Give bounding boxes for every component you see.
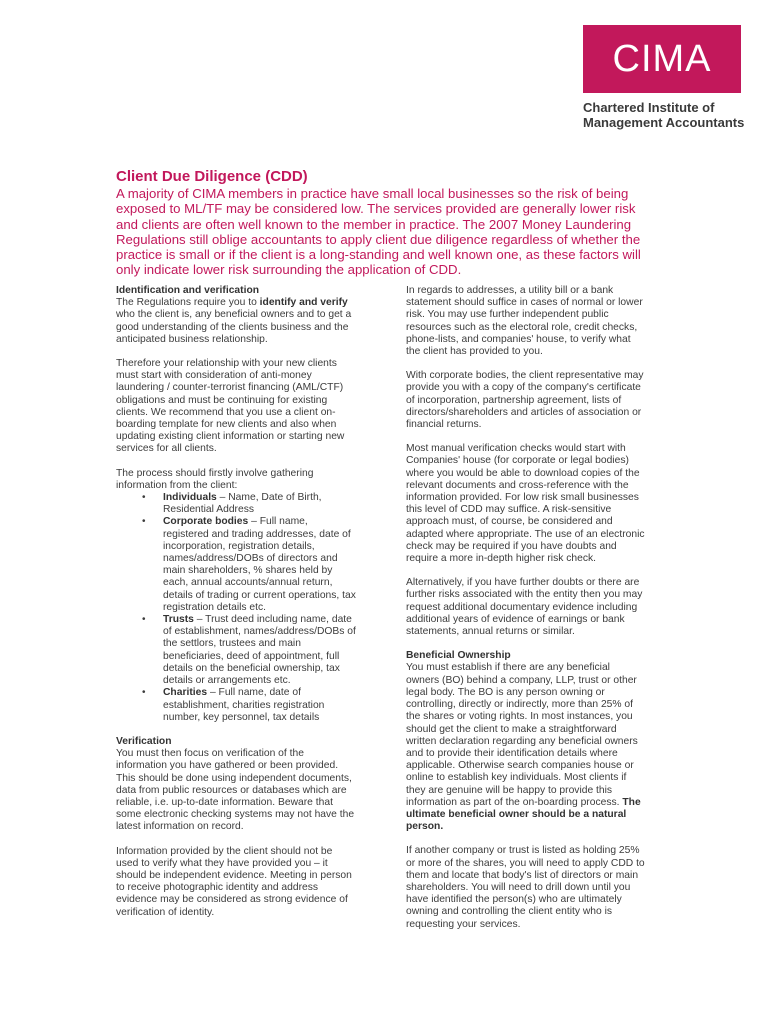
paragraph-alternatively: Alternatively, if you have further doubts or there are further risks associated with the entity then you may request additional documentary evidence including additional years of evidence of earnings or bank statements, annual returns or similar.: [406, 577, 643, 638]
emphasis-text: The ultimate beneficial owner should be a natural person.: [406, 796, 641, 833]
list-term: Individuals: [163, 492, 217, 504]
list-text: – Trust deed including name, date of establishment, names/address/DOBs of the settlors, trustees and main beneficiaries, deed of appointment, full details on the beneficial ownership, tax details or arrangements etc.: [163, 614, 356, 687]
right-column: [406, 285, 646, 943]
bullet-icon: •: [142, 687, 146, 699]
list-item: [116, 687, 356, 724]
paragraph-beneficial-owners: [406, 662, 646, 833]
paragraph-relationship: Therefore your relationship with your new clients must start with consideration of anti-money laundering / counter-terrorist financing (AML/CTF) obligations and must be continuing for existing clients. We recommend that you use a client on-boarding template for new clients and also when updating existing client information or starting new services for all clients.: [116, 358, 345, 455]
paragraph-independent-evidence: Information provided by the client should not be used to verify what they have provided you – it should be independent evidence. Meeting in person to receive photographic identity and address evidence may be considered as strong evidence of verification of identity.: [116, 845, 352, 918]
logo-subtitle: [583, 100, 753, 130]
bullet-icon: •: [142, 516, 146, 528]
list-text: – Full name, registered and trading addresses, date of incorporation, registration details, names/address/DOBs of directors and main shareholders, % shares held by each, annual accounts/annual return, details of trading or current operations, tax registration details etc.: [163, 516, 356, 613]
paragraph-verification: You must then focus on verification of the information you have gathered or been provided. This should be done using independent documents, data from public resources or databases which are reliable, i.e. up-to-date information. Beware that some electronic checking systems may not have the latest information on record.: [116, 748, 355, 833]
list-text: – Name, Date of Birth, Residential Address: [163, 492, 322, 516]
logo-mark: CIMA: [612, 37, 712, 80]
logo-line-1: Chartered Institute of: [583, 100, 715, 115]
bullet-icon: •: [142, 614, 146, 626]
list-term: Charities: [163, 687, 208, 699]
paragraph-manual-checks: Most manual verification checks would start with Companies' house (for corporate or legal bodies) where you would be able to download copies of the relevant documents and cross-reference with the information provided. For low risk small businesses this level of CDD may suffice. A risk-sensitive approach must, of course, be considered and adapted where appropriate. The use of an electronic check may be required if you have doubts and require a more in-depth higher risk check.: [406, 443, 645, 565]
info-list: [116, 492, 356, 724]
cima-logo: [583, 25, 741, 93]
list-item: [116, 492, 356, 516]
list-term: Corporate bodies: [163, 516, 249, 528]
paragraph-process: The process should firstly involve gathering information from the client:: [116, 467, 314, 491]
emphasis-text: identify and verify: [259, 297, 348, 309]
heading-beneficial-ownership: Beneficial Ownership: [406, 650, 511, 662]
document-title: Client Due Diligence (CDD): [116, 168, 308, 185]
heading-verification: Verification: [116, 735, 172, 747]
list-item: [116, 516, 356, 614]
logo-line-2: Management Accountants: [583, 115, 745, 130]
text: The Regulations require you to: [116, 297, 260, 309]
paragraph-another-company: If another company or trust is listed as holding 25% or more of the shares, you will need to apply CDD to them and locate that body's list of directors or main shareholders. You will need to drill down until you have identified the person(s) who are ultimately owning and controlling the client entity who is requesting your services.: [406, 845, 645, 930]
list-text: – Full name, date of establishment, charities registration number, key personnel, tax details: [163, 687, 325, 723]
text: You must establish if there are any beneficial owners (BO) behind a company, LLP, trust or other legal body. The BO is any person owning or controlling, directly or indirectly, more than 25% of the shares or voting rights. In most instances, you should get the client to make a straightforward written declaration regarding any beneficial owners and to provide their identification details where applicable. Otherwise search companies house or online to establish key individuals. Most clients if they are genuine will be happy to provide this information as part of the on-boarding process.: [406, 662, 638, 808]
list-item: [116, 614, 356, 687]
paragraph-regulations: [116, 297, 356, 346]
heading-identification: Identification and verification: [116, 285, 260, 296]
intro-paragraph: A majority of CIMA members in practice have small local businesses so the risk of being exposed to ML/TF may be considered low. The services provided are generally lower risk and clients are often well known to the member in practice. The 2007 Money Laundering Regulations still oblige accountants to apply client due diligence regardless of whether the practice is small or if the client is a long-standing and well known one, as these factors will only indicate lower risk surrounding the application of CDD.: [116, 186, 641, 278]
left-column: [116, 285, 356, 931]
paragraph-corporate-bodies: With corporate bodies, the client representative may provide you with a copy of the company's certificate of incorporation, partnership agreement, lists of directors/shareholders and articles of association or financial returns.: [406, 370, 644, 431]
text: who the client is, any beneficial owners and to get a good understanding of the clients business and the anticipated business relationship.: [116, 309, 352, 345]
bullet-icon: •: [142, 492, 146, 504]
list-term: Trusts: [163, 614, 194, 626]
paragraph-addresses: In regards to addresses, a utility bill or a bank statement should suffice in cases of normal or lower risk. You may use further independent public resources such as the electoral role, credit checks, phone-lists, and companies' house, to verify what the client has provided to you.: [406, 285, 643, 358]
